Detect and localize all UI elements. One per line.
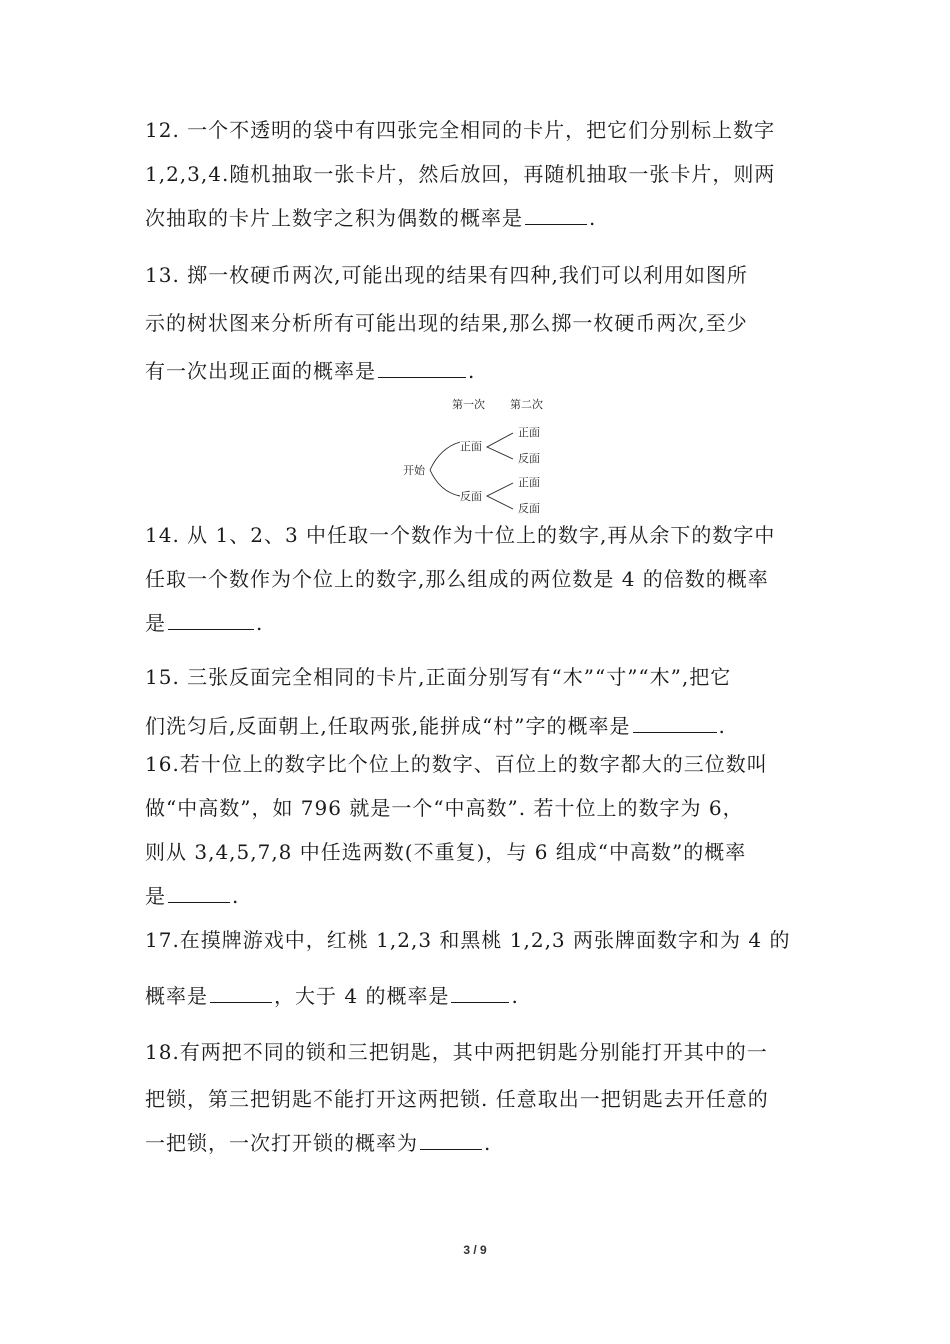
page-number: 3 / 9 (463, 1243, 487, 1257)
q14-line-3 (145, 611, 815, 635)
q15-line-2 (145, 714, 815, 738)
q17-period: . (511, 984, 519, 1008)
q18-period: . (484, 1131, 492, 1155)
tree-leaf-4: 反面 (518, 502, 540, 515)
tree-leaf-3: 正面 (518, 476, 540, 489)
q15-text: 们洗匀后,反面朝上,任取两张,能拼成“村”字的概率是 (145, 714, 631, 738)
answer-blank (633, 714, 717, 733)
tree-edge (487, 483, 513, 509)
q13-line-2: 示的树状图来分析所有可能出现的结果,那么掷一枚硬币两次,至少 (145, 311, 748, 335)
q12-line-2: 1,2,3,4.随机抽取一张卡片，然后放回，再随机抽取一张卡片，则两 (145, 162, 776, 186)
tree-branch-2: 反面 (460, 490, 482, 503)
tree-root: 开始 (403, 464, 425, 477)
tree-branch-1: 正面 (460, 440, 482, 453)
q18-text: 一把锁，一次打开锁的概率为 (145, 1131, 418, 1155)
answer-blank (451, 984, 509, 1003)
q16-text: 是 (145, 884, 166, 908)
q16-line-1: 16.若十位上的数字比个位上的数字、百位上的数字都大的三位数叫 (145, 752, 768, 776)
q16-period: . (232, 884, 240, 908)
q14-text: 是 (145, 611, 166, 635)
q18-line-2: 把锁，第三把钥匙不能打开这两把锁. 任意取出一把钥匙去开任意的 (145, 1087, 769, 1111)
tree-edge (487, 433, 513, 459)
answer-blank (210, 984, 272, 1003)
q18-line-3 (145, 1131, 815, 1155)
q18-line-1: 18.有两把不同的锁和三把钥匙，其中两把钥匙分别能打开其中的一 (145, 1040, 768, 1064)
q17-line-2 (145, 984, 815, 1008)
tree-header-first: 第一次 (452, 398, 485, 411)
q12-text: 次抽取的卡片上数字之积为偶数的概率是 (145, 206, 523, 230)
q14-period: . (256, 611, 264, 635)
q14-line-1: 14. 从 1、2、3 中任取一个数作为十位上的数字,再从余下的数字中 (145, 523, 776, 547)
q13-text: 有一次出现正面的概率是 (145, 359, 376, 383)
q15-line-1: 15. 三张反面完全相同的卡片,正面分别写有“木”“寸”“木”,把它 (145, 665, 732, 689)
tree-leaf-2: 反面 (518, 452, 540, 465)
q16-line-3: 则从 3,4,5,7,8 中任选两数(不重复)，与 6 组成“中高数”的概率 (145, 840, 747, 864)
q17-text-1: 概率是 (145, 984, 208, 1008)
q12-period: . (589, 206, 597, 230)
answer-blank (525, 206, 587, 225)
q14-line-2: 任取一个数作为个位上的数字,那么组成的两位数是 4 的倍数的概率 (145, 567, 769, 591)
answer-blank (168, 884, 230, 903)
q17-line-1: 17.在摸牌游戏中，红桃 1,2,3 和黑桃 1,2,3 两张牌面数字和为 4 的 (145, 928, 791, 952)
q13-line-1: 13. 掷一枚硬币两次,可能出现的结果有四种,我们可以利用如图所 (145, 263, 748, 287)
q15-period: . (718, 714, 726, 738)
tree-diagram (390, 396, 560, 520)
answer-blank (420, 1131, 482, 1150)
q16-line-4 (145, 884, 815, 908)
tree-leaf-1: 正面 (518, 426, 540, 439)
tree-edge (430, 442, 460, 470)
answer-blank (168, 611, 254, 630)
tree-header-second: 第二次 (510, 398, 543, 411)
q13-period: . (468, 359, 476, 383)
q17-text-2: ，大于 4 的概率是 (274, 984, 450, 1008)
tree-edge (430, 470, 460, 496)
q12-line-1: 12. 一个不透明的袋中有四张完全相同的卡片，把它们分别标上数字 (145, 118, 776, 142)
q16-line-2: 做“中高数”，如 796 就是一个“中高数”. 若十位上的数字为 6， (145, 796, 744, 820)
answer-blank (378, 359, 466, 378)
q13-line-3 (145, 359, 815, 383)
q12-line-3 (145, 206, 815, 230)
